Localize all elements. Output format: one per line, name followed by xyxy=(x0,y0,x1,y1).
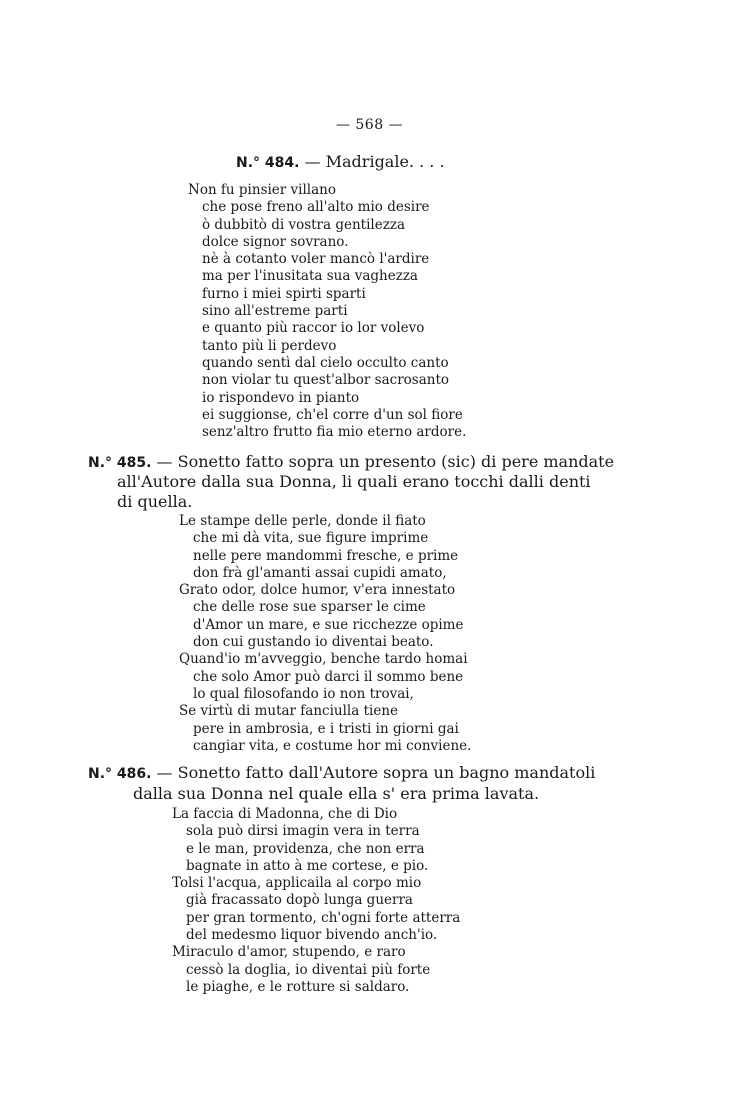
entry-485-verses xyxy=(179,513,471,755)
verse-line: ei suggionse, ch'el corre d'un sol fiore xyxy=(202,406,463,423)
verse-line: sola può dirsi imagin vera in terra xyxy=(186,823,420,840)
verse-line: e le man, providenza, che non erra xyxy=(186,840,425,857)
entry-title-line: di quella. xyxy=(117,492,193,511)
verse-line: cessò la doglia, io diventai più forte xyxy=(186,961,431,978)
entry-486-verses xyxy=(172,806,460,996)
entry-number: N.° 485. xyxy=(88,455,152,471)
verse-line: don cui gustando io diventai beato. xyxy=(193,634,434,651)
verse-line: per gran tormento, ch'ogni forte atterra xyxy=(186,909,461,926)
verse-line: La faccia di Madonna, che di Dio xyxy=(172,806,398,822)
entry-484-header xyxy=(236,152,445,171)
verse-line: che mi dà vita, sue figure imprime xyxy=(193,530,429,547)
verse-line: che solo Amor può darci il sommo bene xyxy=(193,668,464,685)
verse-line: che delle rose sue sparser le cime xyxy=(193,599,426,616)
verse-line: Non fu pinsier villano xyxy=(188,182,336,198)
verse-line: tanto più li perdevo xyxy=(202,337,337,354)
verse-line: d'Amor un mare, e sue ricchezze opime xyxy=(193,616,464,633)
verse-line: don frà gl'amanti assai cupidi amato, xyxy=(193,564,447,581)
verse-line: non violar tu quest'albor sacrosanto xyxy=(202,372,450,389)
verse-line: Se virtù di mutar fanciulla tiene xyxy=(179,703,399,720)
verse-line: io rispondevo in pianto xyxy=(202,389,360,406)
verse-line: che pose freno all'alto mio desire xyxy=(202,199,430,216)
entry-484-verses xyxy=(188,182,466,441)
verse-line: pere in ambrosia, e i tristi in giorni gai xyxy=(193,720,459,737)
verse-line: cangiar vita, e costume hor mi conviene. xyxy=(193,737,472,754)
entry-486-header xyxy=(88,763,595,782)
verse-line: Tolsi l'acqua, applicaila al corpo mio xyxy=(172,875,422,892)
verse-line: nelle pere mandommi fresche, e prime xyxy=(193,547,459,564)
verse-line: Le stampe delle perle, donde il fiato xyxy=(179,513,426,529)
entry-number: N.° 484. xyxy=(236,155,300,171)
verse-line: Grato odor, dolce humor, v'era innestato xyxy=(179,582,456,599)
verse-line: ò dubbitò di vostra gentilezza xyxy=(202,216,406,233)
entry-number: N.° 486. xyxy=(88,766,152,782)
verse-line: le piaghe, e le rotture si saldaro. xyxy=(186,978,410,995)
entry-title-line: — Sonetto fatto sopra un presento (sic) di pere mandate xyxy=(156,452,615,471)
entry-title-line: dalla sua Donna nel quale ella s' era prima lavata. xyxy=(133,784,540,803)
verse-line: già fracassato dopò lunga guerra xyxy=(186,892,413,909)
verse-line: quando sentì dal cielo occulto canto xyxy=(202,354,449,371)
verse-line: bagnate in atto à me cortese, e pio. xyxy=(186,857,429,874)
verse-line: lo qual filosofando io non trovai, xyxy=(193,685,414,702)
entry-title-line: — Sonetto fatto dall'Autore sopra un bagno mandatoli xyxy=(156,763,596,782)
verse-line: Miraculo d'amor, stupendo, e raro xyxy=(172,944,406,961)
page-number: — 568 — xyxy=(335,117,404,133)
verse-line: Quand'io m'avveggio, benche tardo homai xyxy=(179,651,468,668)
verse-line: e quanto più raccor io lor volevo xyxy=(202,320,425,337)
verse-line: ma per l'inusitata sua vaghezza xyxy=(202,268,418,285)
verse-line: dolce signor sovrano. xyxy=(202,233,349,250)
entry-title-line: all'Autore dalla sua Donna, li quali erano tocchi dalli denti xyxy=(117,472,591,491)
verse-line: nè à cotanto voler mancò l'ardire xyxy=(202,251,430,268)
entry-title: — Madrigale. . . . xyxy=(304,152,445,171)
verse-line: del medesmo liquor bivendo anch'io. xyxy=(186,927,438,944)
verse-line: furno i miei spirti sparti xyxy=(202,285,366,302)
verse-line: senz'altro frutto fia mio eterno ardore. xyxy=(202,424,467,441)
entry-485-header xyxy=(88,452,614,471)
verse-line: sino all'estreme parti xyxy=(202,303,348,320)
